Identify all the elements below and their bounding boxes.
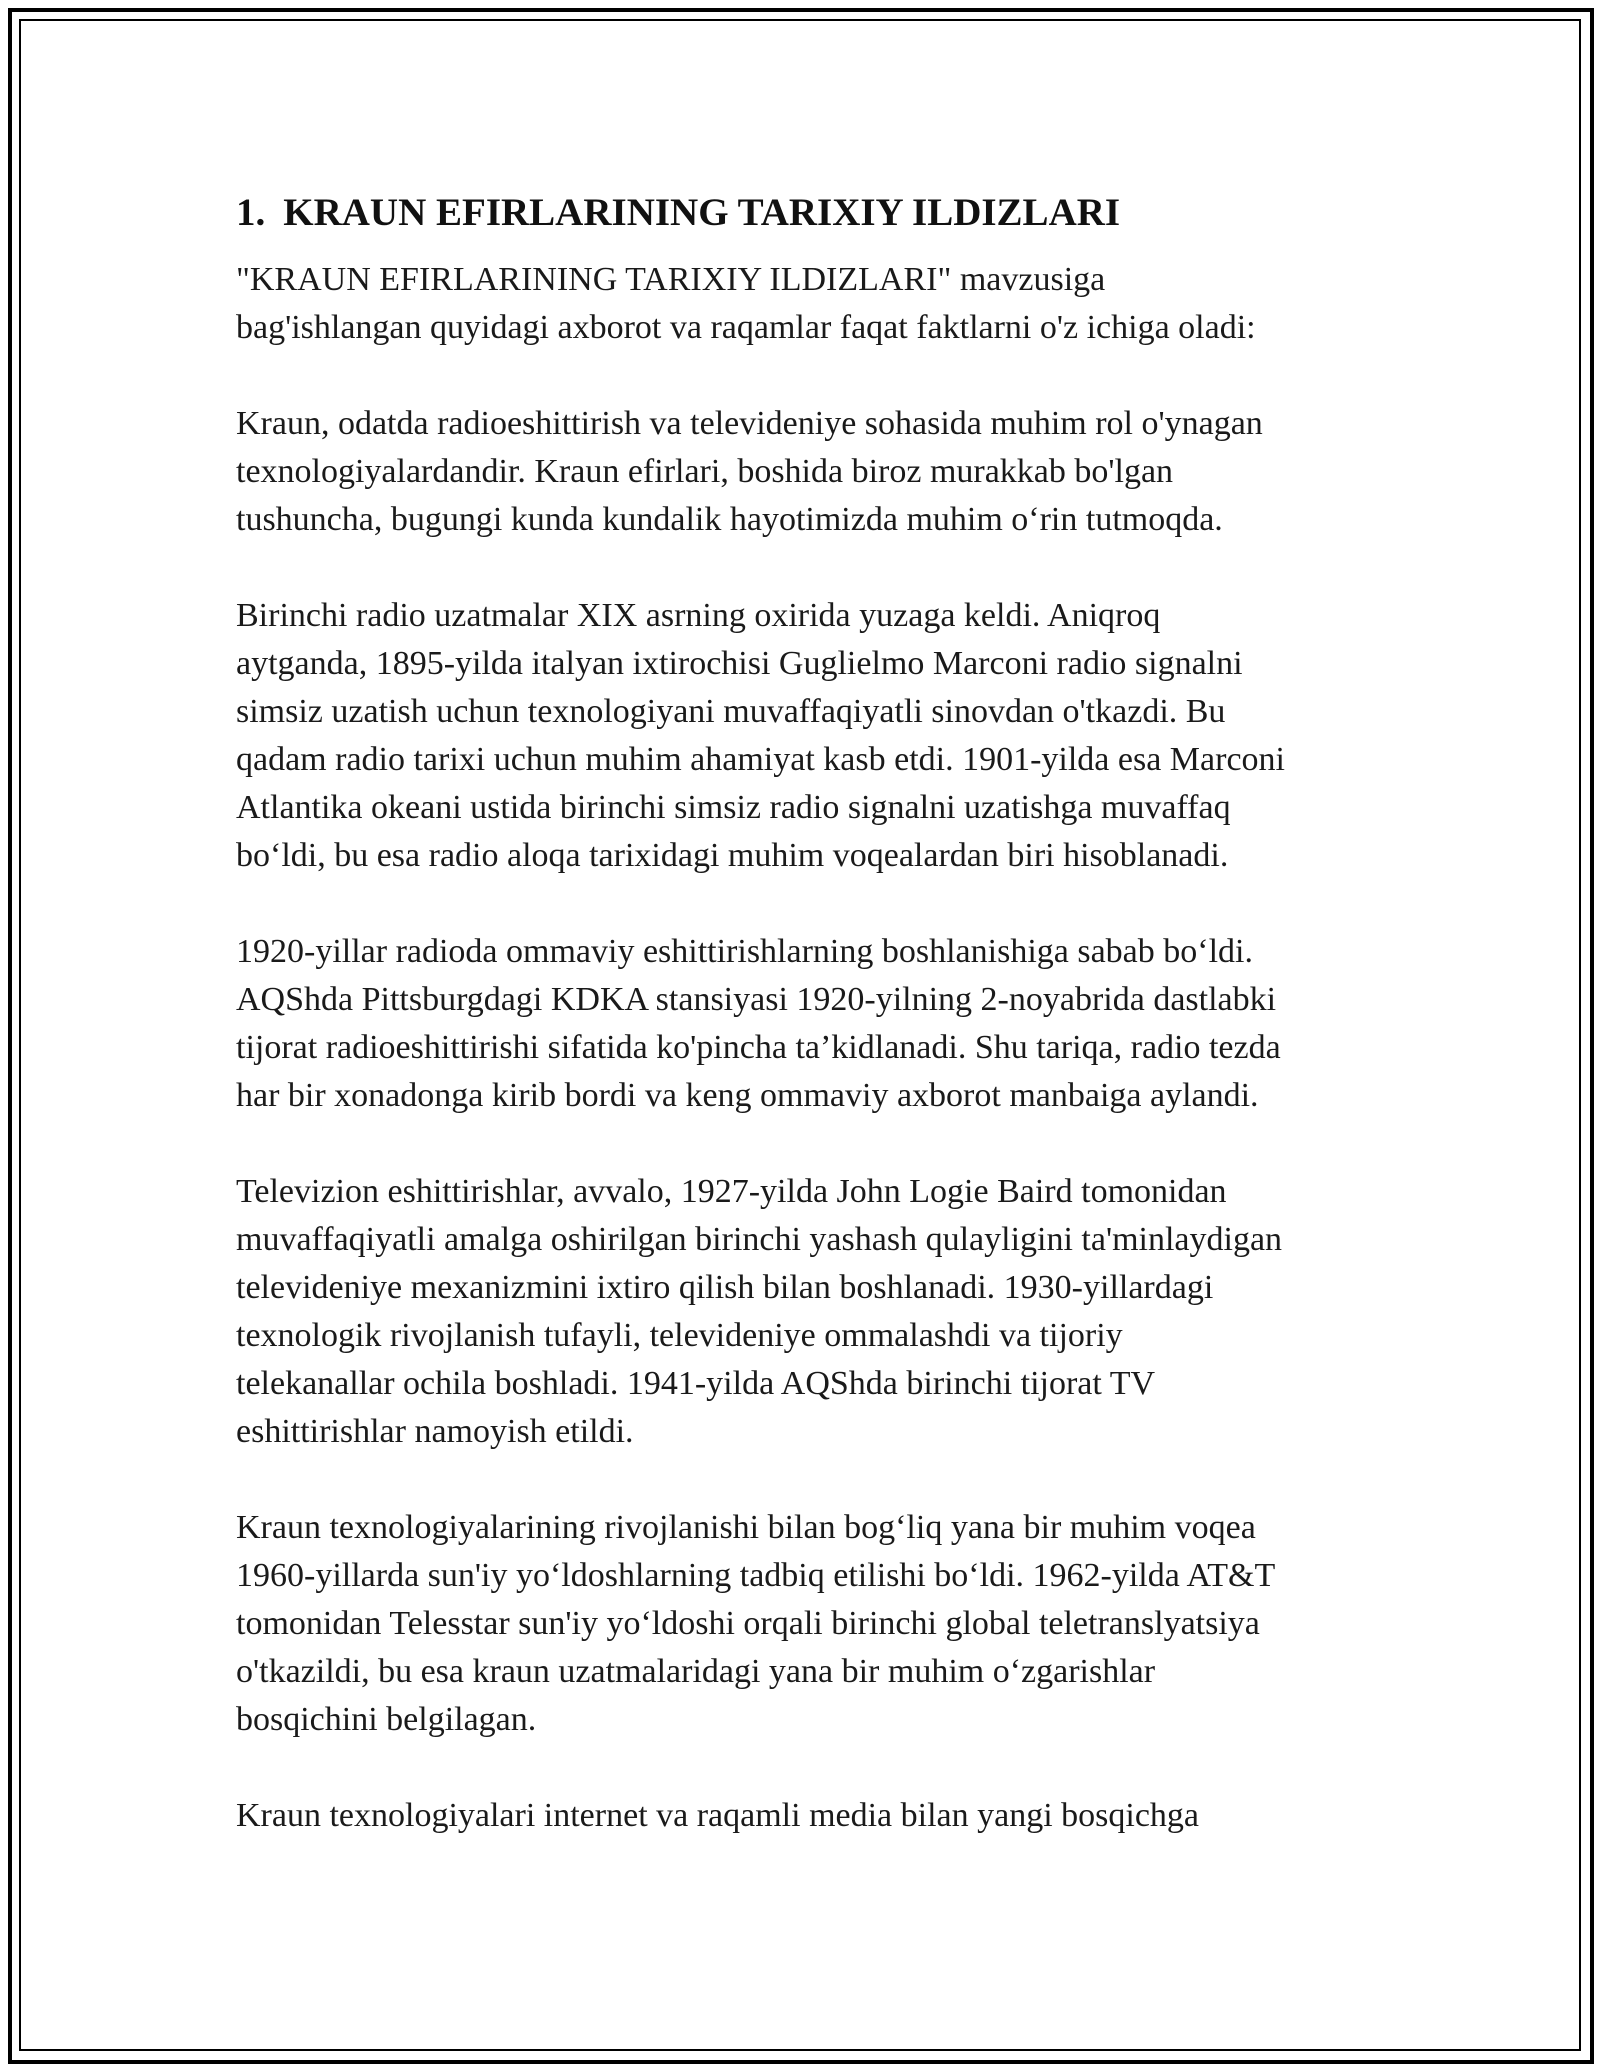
text-line: bosqichini belgilagan. bbox=[236, 1701, 537, 1738]
paragraph-television bbox=[236, 1168, 1376, 1456]
text-line: tushuncha, bugungi kunda kundalik hayotimizda muhim o‘rin tutmoqda. bbox=[236, 501, 1223, 538]
paragraph-kraun-definition bbox=[236, 400, 1376, 544]
text-line: Televizion eshittirishlar, avvalo, 1927-yilda John Logie Baird tomonidan bbox=[236, 1173, 1227, 1210]
paragraph-satellites bbox=[236, 1504, 1376, 1744]
text-line: qadam radio tarixi uchun muhim ahamiyat kasb etdi. 1901-yilda esa Marconi bbox=[236, 741, 1285, 778]
text-line: Birinchi radio uzatmalar XIX asrning oxirida yuzaga keldi. Aniqroq bbox=[236, 597, 1161, 634]
text-line: AQShda Pittsburgdagi KDKA stansiyasi 1920-yilning 2-noyabrida dastlabki bbox=[236, 981, 1277, 1018]
paragraph-first-radio bbox=[236, 592, 1376, 880]
text-line: texnologiyalardandir. Kraun efirlari, boshida biroz murakkab bo'lgan bbox=[236, 453, 1174, 490]
text-line: 1920-yillar radioda ommaviy eshittirishlarning boshlanishiga sabab bo‘ldi. bbox=[236, 933, 1253, 970]
text-line: bag'ishlangan quyidagi axborot va raqamlar faqat faktlarni o'z ichiga oladi: bbox=[236, 309, 1256, 346]
text-line: aytganda, 1895-yilda italyan ixtirochisi Guglielmo Marconi radio signalni bbox=[236, 645, 1243, 682]
text-line: muvaffaqiyatli amalga oshirilgan birinchi yashash qulayligini ta'minlaydigan bbox=[236, 1221, 1283, 1258]
paragraph-internet bbox=[236, 1792, 1376, 1840]
text-line: Atlantika okeani ustida birinchi simsiz radio signalni uzatishga muvaffaq bbox=[236, 789, 1231, 826]
text-line: texnologik rivojlanish tufayli, televideniye ommalashdi va tijoriy bbox=[236, 1317, 1123, 1354]
text-line: Kraun texnologiyalari internet va raqamli media bilan yangi bosqichga bbox=[236, 1797, 1200, 1834]
text-line: 1960-yillarda sun'iy yo‘ldoshlarning tadbiq etilishi bo‘ldi. 1962-yilda AT&T bbox=[236, 1557, 1276, 1594]
text-line: tijorat radioeshittirishi sifatida ko'pincha ta’kidlanadi. Shu tariqa, radio tezda bbox=[236, 1029, 1281, 1066]
paragraph-1920s-broadcasting bbox=[236, 928, 1376, 1120]
text-line: telekanallar ochila boshladi. 1941-yilda AQShda birinchi tijorat TV bbox=[236, 1365, 1156, 1402]
text-line: tomonidan Telesstar sun'iy yo‘ldoshi orqali birinchi global teletranslyatsiya bbox=[236, 1605, 1260, 1642]
document-body bbox=[236, 186, 1376, 1888]
text-line: bo‘ldi, bu esa radio aloqa tarixidagi muhim voqealardan biri hisoblanadi. bbox=[236, 837, 1229, 874]
section-heading bbox=[236, 186, 1376, 240]
text-line: o'tkazildi, bu esa kraun uzatmalaridagi yana bir muhim o‘zgarishlar bbox=[236, 1653, 1156, 1690]
section-title: KRAUN EFIRLARINING TARIXIY ILDIZLARI bbox=[283, 191, 1121, 234]
text-line: eshittirishlar namoyish etildi. bbox=[236, 1413, 634, 1450]
section-number: 1. bbox=[236, 191, 266, 234]
paragraph-intro bbox=[236, 256, 1376, 352]
text-line: televideniye mexanizmini ixtiro qilish bilan boshlanadi. 1930-yillardagi bbox=[236, 1269, 1214, 1306]
text-line: simsiz uzatish uchun texnologiyani muvaffaqiyatli sinovdan o'tkazdi. Bu bbox=[236, 693, 1226, 730]
text-line: Kraun, odatda radioeshittirish va televideniye sohasida muhim rol o'ynagan bbox=[236, 405, 1263, 442]
text-line: har bir xonadonga kirib bordi va keng ommaviy axborot manbaiga aylandi. bbox=[236, 1077, 1259, 1114]
text-line: "KRAUN EFIRLARINING TARIXIY ILDIZLARI" mavzusiga bbox=[236, 261, 1106, 298]
text-line: Kraun texnologiyalarining rivojlanishi bilan bog‘liq yana bir muhim voqea bbox=[236, 1509, 1256, 1546]
